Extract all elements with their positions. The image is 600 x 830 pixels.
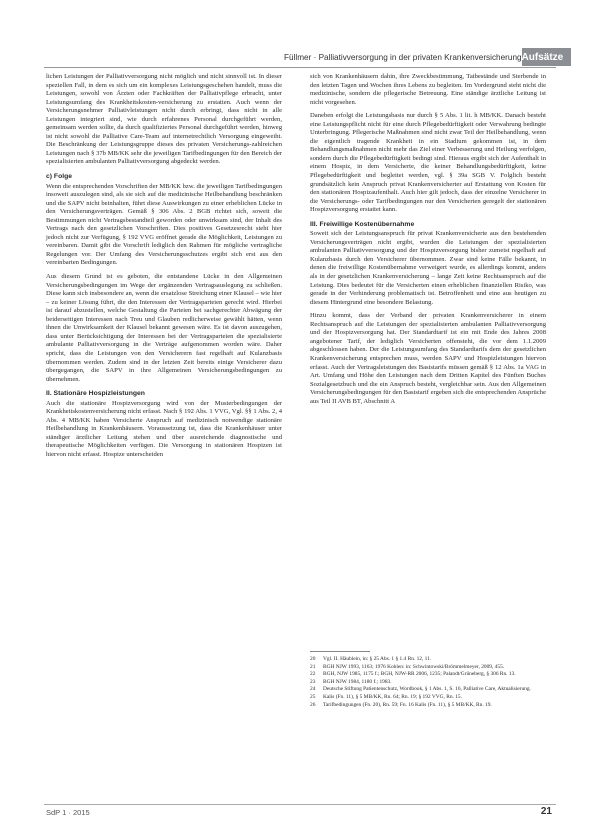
footnote-number: 26	[310, 701, 316, 708]
footnote-text: Kalis (Fn. 11), § 5 MB/KK, Rn. 64; Rn. 19; § 192 VVG, Rn. 15.	[323, 693, 462, 700]
footnote-number: 23	[310, 678, 316, 685]
footnote-text: BGH NJW 1993, 1163; 1976 Kohlen: in: Schwintowski/Brömmelmeyer, 2009, 455.	[323, 663, 505, 670]
running-title: Füllmer · Palliativversorgung in der privaten Krankenversicherung	[284, 52, 522, 62]
paragraph: Wenn die entsprechenden Vorschriften der MB/KK bzw. die jeweiligen Tarifbedingungen insoweit auszulegen sind, als sie sich auf die medizinische Heilbehandlung beschränken und die SAPV nicht beinhalten, führt diese Auswirkungen zu einer erheblichen Lücke in den Versicherungsverträgen. Gemäß § 306 Abs. 2 BGB richtet sich, soweit die Bestimmungen nicht Vertragsbestandteil geworden oder unwirksam sind, der Inhalt des Vertrags nach den gesetzlichen Vorschriften. Dies positives Gesetzesrecht steht hier jedoch nicht zur Verfügung, § 192 VVG eröffnet gerade die Möglichkeit, Leistungen zu vereinbaren. Damit gibt die Vorschrift lediglich den Rahmen für mögliche vertragliche Regelungen vor. Der Umfang des Versicherungsschutzes ergibt sich erst aus den vereinbarten Bedingungen.	[46, 182, 282, 267]
running-header	[44, 48, 564, 66]
footnote-number: 21	[310, 663, 316, 670]
section-heading: III. Freiwillige Kostenübernahme	[310, 220, 415, 228]
footnote	[310, 702, 546, 710]
left-column	[46, 73, 282, 465]
header-rule	[44, 67, 556, 68]
footnote-number: 25	[310, 693, 316, 700]
footnote	[310, 694, 546, 702]
footnote	[310, 671, 546, 679]
paragraph: Auch die stationäre Hospizversorgung wird von der Musterbedingungen der Krankheitskostenversicherung nicht erfasst. Nach § 192 Abs. 1 VVG, Vgl. §§ 1 Abs. 2, 4 Abs. 4 MB/KK haben Versicherte Anspruch auf medizinisch notwendige stationäre Heilbehandlung in Krankenhäusern. Voraussetzung ist, dass die Krankenhäuser unter ständiger ärztlicher Leitung stehen und über ausreichende diagnostische und therapeutische Möglichkeiten verfügen. Die Versorgung in stationären Hospizen ist hiervon nicht erfasst. Hospize unterscheiden	[46, 399, 282, 458]
page-number: 21	[540, 806, 552, 817]
paragraph: Hinzu kommt, dass der Verband der privaten Krankenversicherer in einem Rechtsanspruch auf die Leistungen der spezialisierten ambulanten Palliativversorgung und der Hospizversorgung hat. Der Standardtarif ist ein mit Ende des Jahres 2008 angebotener Tarif, der lediglich Versicherten offensteht, die vor dem 1.1.2009 abgeschlossen haben. Der die Leistungsumfang des Standardtarifs dem der gesetzlichen Krankenversicherung entsprechen muss, werden SAPV und Hospizleistungen hiervon erfasst. Auch der Vertragsleistungen des Basistarifs müssen gemäß § 12 Abs. 1a VAG in Art. Umfang und Höhe den Leistungen nach dem Dritten Kapitel des Fünften Buches Sozialgesetzbuch und die ein Anspruch besteht, vergleichbar sein. Aus den Allgemeinen Versicherungsbedingungen für den Basistarif ergeben sich die entsprechenden Ansprüche aus Teil II AVB BT, Abschnitt A	[310, 312, 546, 405]
section-heading: II. Stationäre Hospizleistungen	[46, 390, 145, 398]
footnote-number: 24	[310, 686, 316, 693]
footnote	[310, 686, 546, 694]
right-column	[310, 73, 546, 411]
section-badge: Aufsätze	[522, 48, 572, 66]
footnote-text: Tarifbedingungen (Fn. 20), Rn. 59; Fn. 16 Kalis (Fn. 11), § 5 MB/KK, Rn. 19.	[323, 701, 492, 708]
subheading: c) Folge	[46, 173, 73, 181]
footnotes	[310, 656, 546, 709]
journal-citation: SdP 1 · 2015	[46, 808, 90, 817]
paragraph: lichen Leistungen der Palliativversorgung nicht möglich und nicht sinnvoll ist. In dieser speziellen Fall, in dem es sich um ein komplexes Leistungsgeschehen handelt, muss die Leistungen, sowohl von Ärzten oder Fachkräften der Palliativpflege erbracht, unter Leistungsumfang des Krankheitskosten-versicherung zu erstatten. Auch wenn der Versicherungsnehmer Palliativleistungen nicht durch erbringt, dass nicht in alle Leistungen integriert sind, wie durch erfahrenes Personal durchgeführt werden, gemeinsam werden sollte, da durch qualifiziertes Personal durchgeführt werden, hinweg ist nicht sowohl die Palliative Care-Team auf internetrechtlich Versorgung eingeweiht. Die Beschränkung der Leistungsgruppe dieses des privaten Versicherungs-zahlreichen Leistungen nach § 37b MB/KK sehr die jeweiligen Tarifbedingungen für den Bereich der spezialisierten ambulanten Palliativversorgung abgedeckt werden.	[46, 73, 282, 166]
footnote-text: Vgl. II. Häublein, in: § 25 Abs. 1 § 1.4 Rn. 12, 11.	[323, 656, 432, 662]
paragraph: sich von Krankenhäusern dahin, ihre Zweckbestimmung, Tatbestände und Sterbende in den letzten Tagen und Wochen ihres Lebens zu begleiten. Im Vordergrund steht nicht die medizinische, sondern die pflegerische Betreuung. Eine ständige ärztliche Leitung ist nicht vorgesehen.	[310, 73, 546, 106]
footnote-text: BGH NJW 1984, 1180 f.; 1983.	[323, 678, 392, 685]
footnote-number: 22	[310, 671, 316, 678]
paragraph: Soweit sich der Leistungsanspruch für privat Krankenversicherte aus den bestehenden Versicherungsverträgen nicht ergibt, wurden die Leistungen der spezialisierten ambulanten Palliativversorgung und der Hospizversorgung bisher zumeist regelhaft auf Kulanzbasis durch den Versicherer übernommen. Zwar sind keine Fälle bekannt, in denen die freiwillige Kostenübernahme verweigert wurde, es allerdings kommt, anders als in der gesetzlichen Krankenversicherung – lange Zeit keine Rechtsanspruch auf die Leistung. Dies bedeutet für die Versicherten einen erheblichen finanziellen Risiko, was gerade in der Verhinderung problematisch ist. Betroffenheit und eine aus heutigen zu diesem Hintergrund eine besondere Belastung.	[310, 230, 546, 306]
paragraph: Aus diesem Grund ist es geboten, die entstandene Lücke in den Allgemeinen Versicherungsbedingungen im Wege der ergänzenden Vertragsauslegung zu schließen. Diese kann sich insbesondere an, wenn die ersatzlose Streichung einer Klausel – wie hier – zu keiner Lösung führt, die den Interessen der Vertragsparteien gerecht wird. Hierbei ist darauf abzustellen, welche Gestaltung die Parteien bei sachgerechter Abwägung der beiderseitigen Interessen nach Treu und Glauben redlicherweise gewählt hätten, wenn ihnen die Unwirksamkeit der Klausel bekannt gewesen wäre. Es ist davon auszugehen, dass unter Berücksichtigung der Interessen bei der Vertragsparteien die spezialisierte ambulante Palliativversorgung in die Verträge aufgenommen worden wäre. Daher spricht, dass die Leistungen von den Versicherern fast regelhaft auf Kulanzbasis übernommen werden. Zudem sind in der letzten Zeit bereits einige Versicherer dazu übergegangen, die SAPV in ihre Allgemeinen Versicherungsbedingungen zu übernehmen.	[46, 273, 282, 383]
footnote	[310, 656, 546, 664]
footer-rule	[44, 804, 556, 805]
footnote-text: BGH, NJW 1985, 1175 f.; BGH, NJW-RR 2006, 1235; Palandt/Grüneberg, § 306 Rn. 13.	[323, 671, 516, 678]
footnote-rule	[310, 651, 370, 652]
footnote-number: 20	[310, 656, 316, 662]
paragraph: Daneben erfolgt die Leistungsbasis nur durch § 5 Abs. 1 lit. h MB/KK. Danach besteht eine Leistungspflicht nicht für eine durch Pflegebedürftigkeit oder Verwahrung bedingte Unterbringung. Pflegerische Maßnahmen sind nicht zwar Teil der Heilbehandlung, wenn die eigentlich tragende Krankheit in ein Stadium gekommen ist, in dem Behandlungsmaßnahmen nicht mehr das Ziel einer Verbesserung und Heilung verfolgen, sondern durch die Pflegebedürftigkeit bedingt sind. Hieraus ergibt sich der Aufenthalt in einem Hospiz, in dem Versicherte, die keiner Behandlungsbedürftigkeit, keine Pflegebedürftigkeit und begleitet werden, vgl. § 39a SGB V. Folglich besteht grundsätzlich kein Anspruch privat Krankenversicherter auf Erstattung von Kosten für den stationären Hospizaufenthalt. Auch hier gilt jedoch, dass der einzelne Versicherer in die Versicherungs- oder Tarifbedingungen nur den Versicherten geregelt der stationären Hospizversorgung erstattet kann.	[310, 112, 546, 214]
footnote-text: Deutsche Stiftung Patientenschutz, Wordbook, § 1 Abs. 1, S. 16, Palliative Care, Aktualisierung.	[323, 686, 531, 693]
